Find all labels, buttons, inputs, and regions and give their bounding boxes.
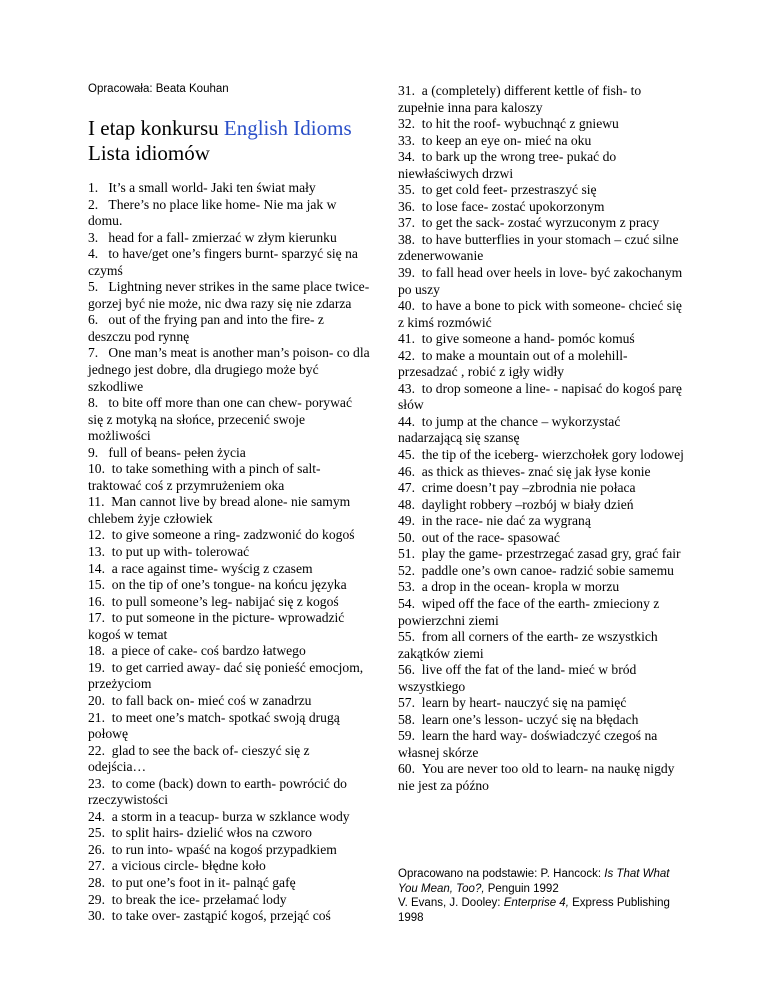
idiom-item — [88, 230, 370, 247]
idiom-item — [398, 414, 686, 447]
idiom-text: to hit the roof- wybuchnąć z gniewu — [421, 116, 619, 132]
idiom-text: to bark up the wrong tree- pukać do niewłaściwych drzwi — [398, 149, 617, 181]
idiom-number: 57. — [398, 695, 415, 711]
idiom-item — [398, 116, 686, 133]
idiom-item — [398, 728, 686, 761]
title-subtitle: Lista idiomów — [88, 141, 210, 165]
idiom-item — [398, 761, 686, 794]
idiom-number: 58. — [398, 711, 415, 727]
idiom-item — [88, 279, 370, 312]
idiom-number: 13. — [88, 544, 105, 560]
idiom-text: learn by heart- nauczyć się na pamięć — [421, 695, 627, 711]
idiom-number: 29. — [88, 891, 105, 907]
idiom-item — [88, 908, 370, 925]
idiom-item — [88, 312, 370, 345]
idiom-item — [88, 776, 370, 809]
idiom-item — [398, 381, 686, 414]
idiom-number: 36. — [398, 198, 415, 214]
idiom-item — [398, 182, 686, 199]
idiom-item — [398, 546, 686, 563]
idiom-number: 52. — [398, 562, 415, 578]
idiom-item — [398, 480, 686, 497]
idiom-text: from all corners of the earth- ze wszystkich zakątków ziemi — [398, 629, 658, 661]
idiom-number: 50. — [398, 529, 415, 545]
idiom-number: 15. — [88, 577, 105, 593]
idiom-number: 34. — [398, 149, 415, 165]
idiom-text: to put one’s foot in it- palnąć gafę — [111, 874, 296, 890]
idiom-number: 32. — [398, 116, 415, 132]
idiom-text: a storm in a teacup- burza w szklance wody — [111, 808, 350, 824]
idiom-number: 8. — [88, 395, 99, 411]
source-line2-title: Enterprise 4, — [503, 897, 569, 909]
idiom-item — [88, 246, 370, 279]
idiom-text: a drop in the ocean- kropla w morzu — [421, 579, 620, 595]
idiom-number: 53. — [398, 579, 415, 595]
idiom-item — [398, 232, 686, 265]
idiom-text: to make a mountain out of a molehill- przesadzać , robić z igły widły — [398, 347, 628, 380]
idiom-item — [88, 594, 370, 611]
idiom-text: to run into- wpaść na kogoś przypadkiem — [111, 841, 337, 857]
idiom-text: There’s no place like home- Nie ma jak w domu. — [88, 196, 337, 229]
idiom-text: to fall head over heels in love- być zakochanym po uszy — [398, 265, 683, 297]
idiom-text: to jump at the chance – wykorzystać nadarzającą się szansę — [398, 413, 621, 446]
idiom-text: a (completely) different kettle of fish- to zupełnie inna para kaloszy — [398, 83, 642, 115]
idiom-item — [398, 215, 686, 232]
idiom-number: 19. — [88, 659, 105, 675]
idiom-number: 23. — [88, 775, 105, 791]
idiom-text: to get carried away- dać się ponieść emocjom, przeżyciom — [88, 659, 364, 692]
idiom-text: learn one’s lesson- uczyć się na błędach — [421, 711, 639, 727]
idiom-text: to put up with- tolerować — [111, 544, 250, 560]
idiom-item — [88, 197, 370, 230]
idiom-text: crime doesn’t pay –zbrodnia nie połaca — [421, 480, 636, 496]
idiom-text: a piece of cake- coś bardzo łatwego — [111, 643, 306, 659]
idiom-number: 21. — [88, 709, 105, 725]
idiom-number: 24. — [88, 808, 105, 824]
idiom-number: 27. — [88, 858, 105, 874]
idiom-text: to come (back) down to earth- powrócić do rzeczywistości — [88, 775, 347, 808]
idiom-number: 56. — [398, 662, 415, 678]
idiom-number: 41. — [398, 331, 415, 347]
idiom-number: 28. — [88, 874, 105, 890]
idiom-item — [88, 494, 370, 527]
idiom-number: 3. — [88, 229, 99, 245]
idiom-text: to drop someone a line- - napisać do kogoś parę słów — [398, 380, 682, 413]
idiom-number: 6. — [88, 312, 99, 328]
idiom-text: head for a fall- zmierzać w złym kierunku — [108, 229, 337, 245]
idiom-number: 26. — [88, 841, 105, 857]
idiom-number: 48. — [398, 496, 415, 512]
idiom-item — [398, 265, 686, 298]
idiom-text: Lightning never strikes in the same place twice- gorzej być nie może, nic dwa razy się nie zdarza — [88, 279, 370, 311]
idiom-text: to have a bone to pick with someone- chcieć się z kimś rozmówić — [398, 298, 682, 330]
idiom-number: 30. — [88, 908, 105, 924]
source-line1-title: Is That What You Mean, Too?, — [398, 868, 670, 895]
idiom-number: 25. — [88, 825, 105, 841]
idiom-item — [398, 712, 686, 729]
idiom-item — [88, 809, 370, 826]
idiom-text: paddle one’s own canoe- radzić sobie samemu — [421, 562, 674, 578]
idiom-item — [398, 199, 686, 216]
idiom-item — [88, 875, 370, 892]
idiom-text: to lose face- zostać upokorzonym — [421, 198, 605, 214]
idiom-item — [398, 331, 686, 348]
idiom-text: a race against time- wyścig z czasem — [111, 560, 313, 576]
idiom-text: to meet one’s match- spotkać swoją drugą połowę — [88, 709, 340, 742]
idiom-text: to take over- zastąpić kogoś, przejąć coś — [111, 908, 331, 924]
idiom-item — [398, 464, 686, 481]
idiom-text: One man’s meat is another man’s poison- co dla jednego jest dobre, dla drugiego może być szkodliwe — [88, 345, 370, 394]
idiom-text: to bite off more than one can chew- porywać się z motyką na słońce, przecenić swoje możliwości — [88, 395, 352, 444]
idiom-number: 22. — [88, 742, 105, 758]
idiom-item — [398, 695, 686, 712]
idiom-number: 39. — [398, 265, 415, 281]
idiom-text: as thick as thieves- znać się jak łyse konie — [421, 463, 651, 479]
idiom-number: 7. — [88, 345, 99, 361]
idiom-text: to put someone in the picture- wprowadzić kogoś w temat — [88, 610, 345, 642]
idiom-number: 38. — [398, 231, 415, 247]
idiom-number: 47. — [398, 480, 415, 496]
idiom-text: You are never too old to learn- na naukę nigdy nie jest za późno — [398, 761, 675, 793]
idiom-number: 18. — [88, 643, 105, 659]
author-credit: Opracowała: Beata Kouhan — [88, 83, 229, 95]
idiom-number: 5. — [88, 279, 99, 295]
idiom-item — [88, 693, 370, 710]
idiom-item — [88, 544, 370, 561]
idiom-number: 11. — [88, 494, 105, 510]
idiom-item — [398, 348, 686, 381]
idiom-item — [88, 395, 370, 445]
idiom-item — [398, 513, 686, 530]
idiom-text: in the race- nie dać za wygraną — [421, 513, 591, 529]
idiom-number: 16. — [88, 593, 105, 609]
idiom-text: full of beans- pełen życia — [108, 444, 246, 460]
idiom-text: to get cold feet- przestraszyć się — [421, 182, 597, 198]
idiom-item — [398, 563, 686, 580]
idiom-number: 33. — [398, 132, 415, 148]
idiom-number: 51. — [398, 546, 415, 562]
idiom-item — [88, 445, 370, 462]
idiom-text: It’s a small world- Jaki ten świat mały — [108, 180, 316, 195]
idiom-text: to split hairs- dzielić włos na czworo — [111, 825, 312, 841]
idiom-item — [88, 527, 370, 544]
idiom-number: 37. — [398, 215, 415, 231]
idiom-text: to pull someone’s leg- nabijać się z kogoś — [111, 593, 339, 609]
idiom-text: to fall back on- mieć coś w zanadrzu — [111, 692, 312, 708]
idiom-item — [88, 610, 370, 643]
idiom-text: live off the fat of the land- mieć w bród wszystkiego — [398, 662, 637, 694]
idiom-item — [398, 662, 686, 695]
idiom-number: 42. — [398, 347, 415, 363]
idiom-number: 54. — [398, 595, 415, 611]
idiom-number: 1. — [88, 180, 99, 195]
idiom-number: 35. — [398, 182, 415, 198]
idiom-number: 46. — [398, 463, 415, 479]
idiom-item — [398, 298, 686, 331]
idiom-text: Man cannot live by bread alone- nie samym chlebem żyje człowiek — [88, 494, 351, 526]
idiom-item — [88, 892, 370, 909]
idiom-text: daylight robbery –rozbój w biały dzień — [421, 496, 634, 512]
idiom-item — [88, 461, 370, 494]
idiom-number: 44. — [398, 413, 415, 429]
idiom-number: 60. — [398, 761, 415, 777]
idiom-number: 55. — [398, 629, 415, 645]
idiom-text: to give someone a hand- pomóc komuś — [421, 331, 635, 347]
title-prefix: I etap konkursu — [88, 116, 224, 140]
idiom-number: 40. — [398, 298, 415, 314]
idiom-text: out of the frying pan and into the fire- z deszczu pod rynnę — [88, 312, 324, 344]
idiom-number: 10. — [88, 461, 105, 477]
idiom-item — [88, 180, 370, 197]
idiom-text: to break the ice- przełamać lody — [111, 891, 287, 907]
idiom-number: 4. — [88, 246, 99, 262]
idiom-number: 12. — [88, 527, 105, 543]
source-line2-suffix: Express Publishing 1998 — [398, 897, 670, 924]
idiom-item — [398, 83, 686, 116]
idiom-item — [88, 660, 370, 693]
idiom-text: glad to see the back of- cieszyć się z odejścia… — [88, 742, 310, 775]
idiom-text: play the game- przestrzegać zasad gry, grać fair — [421, 546, 681, 562]
idiom-text: to keep an eye on- mieć na oku — [421, 132, 592, 148]
idiom-item — [398, 149, 686, 182]
idiom-number: 2. — [88, 196, 99, 212]
source-line2-prefix: V. Evans, J. Dooley: — [398, 897, 504, 909]
idiom-item — [398, 530, 686, 547]
idiom-number: 59. — [398, 728, 415, 744]
idiom-item — [398, 596, 686, 629]
title-highlight: English Idioms — [223, 116, 352, 140]
idiom-text: on the tip of one’s tongue- na końcu języka — [111, 577, 347, 593]
idiom-number: 17. — [88, 610, 105, 626]
idiom-text: to have butterflies in your stomach – czuć silne zdenerwowanie — [398, 231, 679, 264]
sources-note — [398, 867, 688, 925]
idiom-number: 9. — [88, 444, 99, 460]
source-line1-suffix: Penguin 1992 — [484, 882, 559, 895]
idiom-number: 31. — [398, 83, 415, 98]
idiom-item — [88, 858, 370, 875]
idiom-text: out of the race- spasować — [421, 529, 560, 545]
idiom-number: 43. — [398, 380, 415, 396]
idiom-text: to get the sack- zostać wyrzuconym z pracy — [421, 215, 660, 231]
idiom-text: to give someone a ring- zadzwonić do kogoś — [111, 527, 355, 543]
idiom-text: to take something with a pinch of salt- traktować coś z przymrużeniem oka — [88, 461, 321, 493]
page-title — [88, 116, 352, 166]
idiom-number: 20. — [88, 692, 105, 708]
idiom-text: wiped off the face of the earth- zmieciony z powierzchni ziemi — [398, 595, 660, 628]
idiom-item — [88, 842, 370, 859]
idiom-item — [398, 447, 686, 464]
idiom-item — [88, 710, 370, 743]
idiom-item — [88, 561, 370, 578]
idiom-list-right-column — [398, 83, 686, 795]
idiom-number: 49. — [398, 513, 415, 529]
idiom-text: learn the hard way- doświadczyć czegoś na własnej skórze — [398, 728, 658, 760]
idiom-text: a vicious circle- błędne koło — [111, 858, 266, 874]
idiom-number: 45. — [398, 447, 415, 463]
idiom-item — [398, 497, 686, 514]
idiom-list-left-column — [88, 180, 370, 925]
source-line1-prefix: Opracowano na podstawie: P. Hancock: — [398, 868, 605, 880]
idiom-item — [88, 577, 370, 594]
idiom-item — [398, 133, 686, 150]
idiom-item — [88, 643, 370, 660]
idiom-item — [88, 345, 370, 395]
idiom-item — [398, 579, 686, 596]
idiom-item — [88, 743, 370, 776]
idiom-item — [398, 629, 686, 662]
idiom-number: 14. — [88, 560, 105, 576]
idiom-item — [88, 825, 370, 842]
idiom-text: the tip of the iceberg- wierzchołek gory lodowej — [421, 447, 684, 463]
idiom-text: to have/get one’s fingers burnt- sparzyć się na czymś — [88, 246, 358, 278]
